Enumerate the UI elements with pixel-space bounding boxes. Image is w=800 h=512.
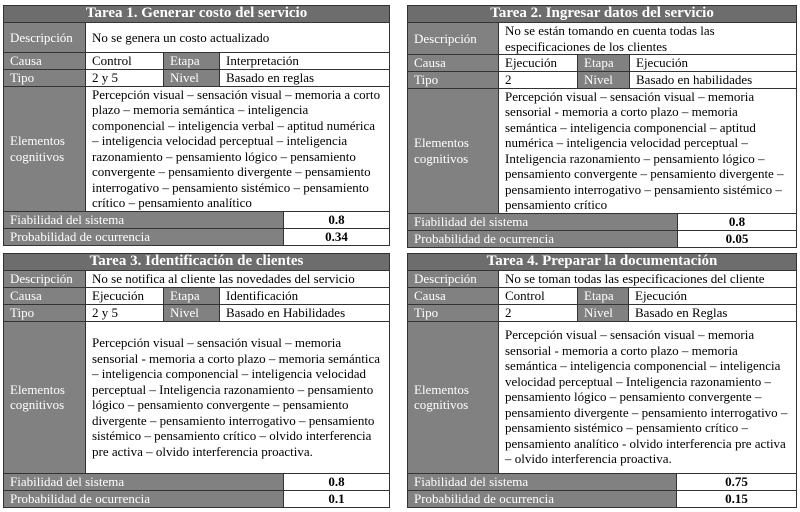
probability-label: Probabilidad de ocurrencia [4, 228, 284, 245]
probability-value: 0.34 [284, 228, 390, 245]
stage-label: Etapa [164, 288, 220, 305]
cause-row [408, 55, 797, 72]
cognitive-elements-label: Elementos cognitivos [4, 321, 86, 473]
type-row [408, 72, 797, 89]
stage-label: Etapa [578, 55, 630, 72]
type-label: Tipo [408, 304, 499, 321]
reliability-value: 0.8 [284, 211, 390, 228]
reliability-label: Fiabilidad del sistema [408, 213, 678, 230]
task-table-1 [3, 5, 390, 246]
type-label: Tipo [408, 72, 499, 89]
type-row [4, 70, 390, 87]
level-label: Nivel [578, 304, 629, 321]
type-row [4, 304, 390, 321]
probability-value: 0.15 [677, 490, 797, 507]
stage-label: Etapa [164, 53, 220, 70]
description-label: Descripción [4, 23, 86, 53]
probability-label: Probabilidad de ocurrencia [4, 490, 284, 507]
cause-label: Causa [408, 288, 499, 305]
title-row [408, 6, 797, 23]
reliability-row [4, 473, 390, 490]
probability-value: 0.05 [678, 230, 797, 247]
description-row [408, 23, 797, 55]
cognitive-row [408, 321, 797, 473]
cause-value: Ejecución [86, 288, 164, 305]
cognitive-elements-value: Percepción visual – sensación visual – memoria sensorial - memoria a corto plazo – memoria semántica – inteligencia componencial – aptitud numérica – inteligencia velocidad perceptual – Inteligencia razonamiento – pensamiento lógico – pensamiento convergente – pensamiento divergente – pensamiento interrogativo – pensamiento sistémico – pensamiento crítico [499, 88, 797, 213]
level-value: Basado en reglas [220, 70, 390, 87]
type-value: 2 y 5 [86, 70, 164, 87]
cognitive-row [408, 88, 797, 213]
reliability-label: Fiabilidad del sistema [408, 473, 677, 490]
stage-value: Ejecución [629, 288, 797, 305]
reliability-label: Fiabilidad del sistema [4, 211, 284, 228]
cause-row [4, 53, 390, 70]
type-value: 2 [499, 72, 578, 89]
reliability-row [408, 473, 797, 490]
type-label: Tipo [4, 70, 86, 87]
description-row [408, 271, 797, 288]
cause-value: Ejecución [499, 55, 578, 72]
reliability-value: 0.8 [284, 473, 390, 490]
description-value: No se toman todas las especificaciones del cliente [499, 271, 797, 288]
description-row [4, 23, 390, 53]
reliability-row [4, 211, 390, 228]
description-row [4, 271, 390, 288]
task-table-3 [3, 253, 390, 508]
probability-row [4, 490, 390, 507]
cognitive-elements-label: Elementos cognitivos [408, 321, 499, 473]
cause-label: Causa [4, 53, 86, 70]
cause-label: Causa [408, 55, 499, 72]
cognitive-elements-label: Elementos cognitivos [408, 88, 499, 213]
reliability-value: 0.75 [677, 473, 797, 490]
description-value: No se genera un costo actualizado [86, 23, 390, 53]
type-value: 2 y 5 [86, 304, 164, 321]
description-value: No se están tomando en cuenta todas las especificaciones de los clientes [499, 23, 797, 55]
cognitive-elements-value: Percepción visual – sensación visual – memoria sensorial - memoria a corto plazo – memoria semántica – inteligencia componencial – inteligencia velocidad perceptual – Inteligencia razonamiento – pensamiento lógico – pensamiento convergente – pensamiento divergente – pensamiento interrogativo – pensamiento sistémico – pensamiento crítico – pensamiento analítico - olvido interferencia pre activa – olvido interferencia proactiva. [499, 321, 797, 473]
type-row [408, 304, 797, 321]
cognitive-elements-value: Percepción visual – sensación visual – memoria sensorial - memoria a corto plazo – memoria semántica – inteligencia componencial – inteligencia velocidad perceptual – Inteligencia razonamiento – pensamiento lógico – pensamiento convergente – pensamiento divergente – pensamiento interrogativo – pensamiento sistémico – pensamiento crítico – olvido interferencia pre activa – olvido interferencia proactiva. [86, 321, 390, 473]
task-table-4 [407, 253, 797, 508]
cognitive-elements-label: Elementos cognitivos [4, 86, 86, 211]
stage-value: Identificación [220, 288, 390, 305]
description-label: Descripción [408, 23, 499, 55]
probability-label: Probabilidad de ocurrencia [408, 490, 677, 507]
stage-label: Etapa [578, 288, 629, 305]
level-value: Basado en Habilidades [220, 304, 390, 321]
level-label: Nivel [164, 304, 220, 321]
type-label: Tipo [4, 304, 86, 321]
level-value: Basado en habilidades [630, 72, 797, 89]
task-table-2 [407, 5, 797, 248]
stage-value: Ejecución [630, 55, 797, 72]
title-row [4, 254, 390, 271]
probability-label: Probabilidad de ocurrencia [408, 230, 678, 247]
description-value: No se notifica al cliente las novedades del servicio [86, 271, 390, 288]
level-label: Nivel [164, 70, 220, 87]
reliability-row [408, 213, 797, 230]
cause-row [4, 288, 390, 305]
level-label: Nivel [578, 72, 630, 89]
probability-row [408, 490, 797, 507]
title-row [408, 254, 797, 271]
probability-row [4, 228, 390, 245]
cause-value: Control [86, 53, 164, 70]
title-row [4, 6, 390, 23]
task-title: Tarea 1. Generar costo del servicio [4, 6, 390, 23]
cause-row [408, 288, 797, 305]
cognitive-row [4, 86, 390, 211]
stage-value: Interpretación [220, 53, 390, 70]
task-title: Tarea 3. Identificación de clientes [4, 254, 390, 271]
cause-label: Causa [4, 288, 86, 305]
description-label: Descripción [4, 271, 86, 288]
cognitive-elements-value: Percepción visual – sensación visual – memoria a corto plazo – memoria semántica – inteligencia componencial – inteligencia verbal – aptitud numérica – inteligencia velocidad perceptual – inteligencia razonamiento – pensamiento lógico – pensamiento convergente – pensamiento divergente – pensamiento interrogativo – pensamiento sistémico – pensamiento crítico – pensamiento analítico [86, 86, 390, 211]
probability-value: 0.1 [284, 490, 390, 507]
cognitive-row [4, 321, 390, 473]
reliability-value: 0.8 [678, 213, 797, 230]
task-title: Tarea 4. Preparar la documentación [408, 254, 797, 271]
reliability-label: Fiabilidad del sistema [4, 473, 284, 490]
probability-row [408, 230, 797, 247]
description-label: Descripción [408, 271, 499, 288]
task-title: Tarea 2. Ingresar datos del servicio [408, 6, 797, 23]
type-value: 2 [499, 304, 578, 321]
cause-value: Control [499, 288, 578, 305]
level-value: Basado en Reglas [629, 304, 797, 321]
